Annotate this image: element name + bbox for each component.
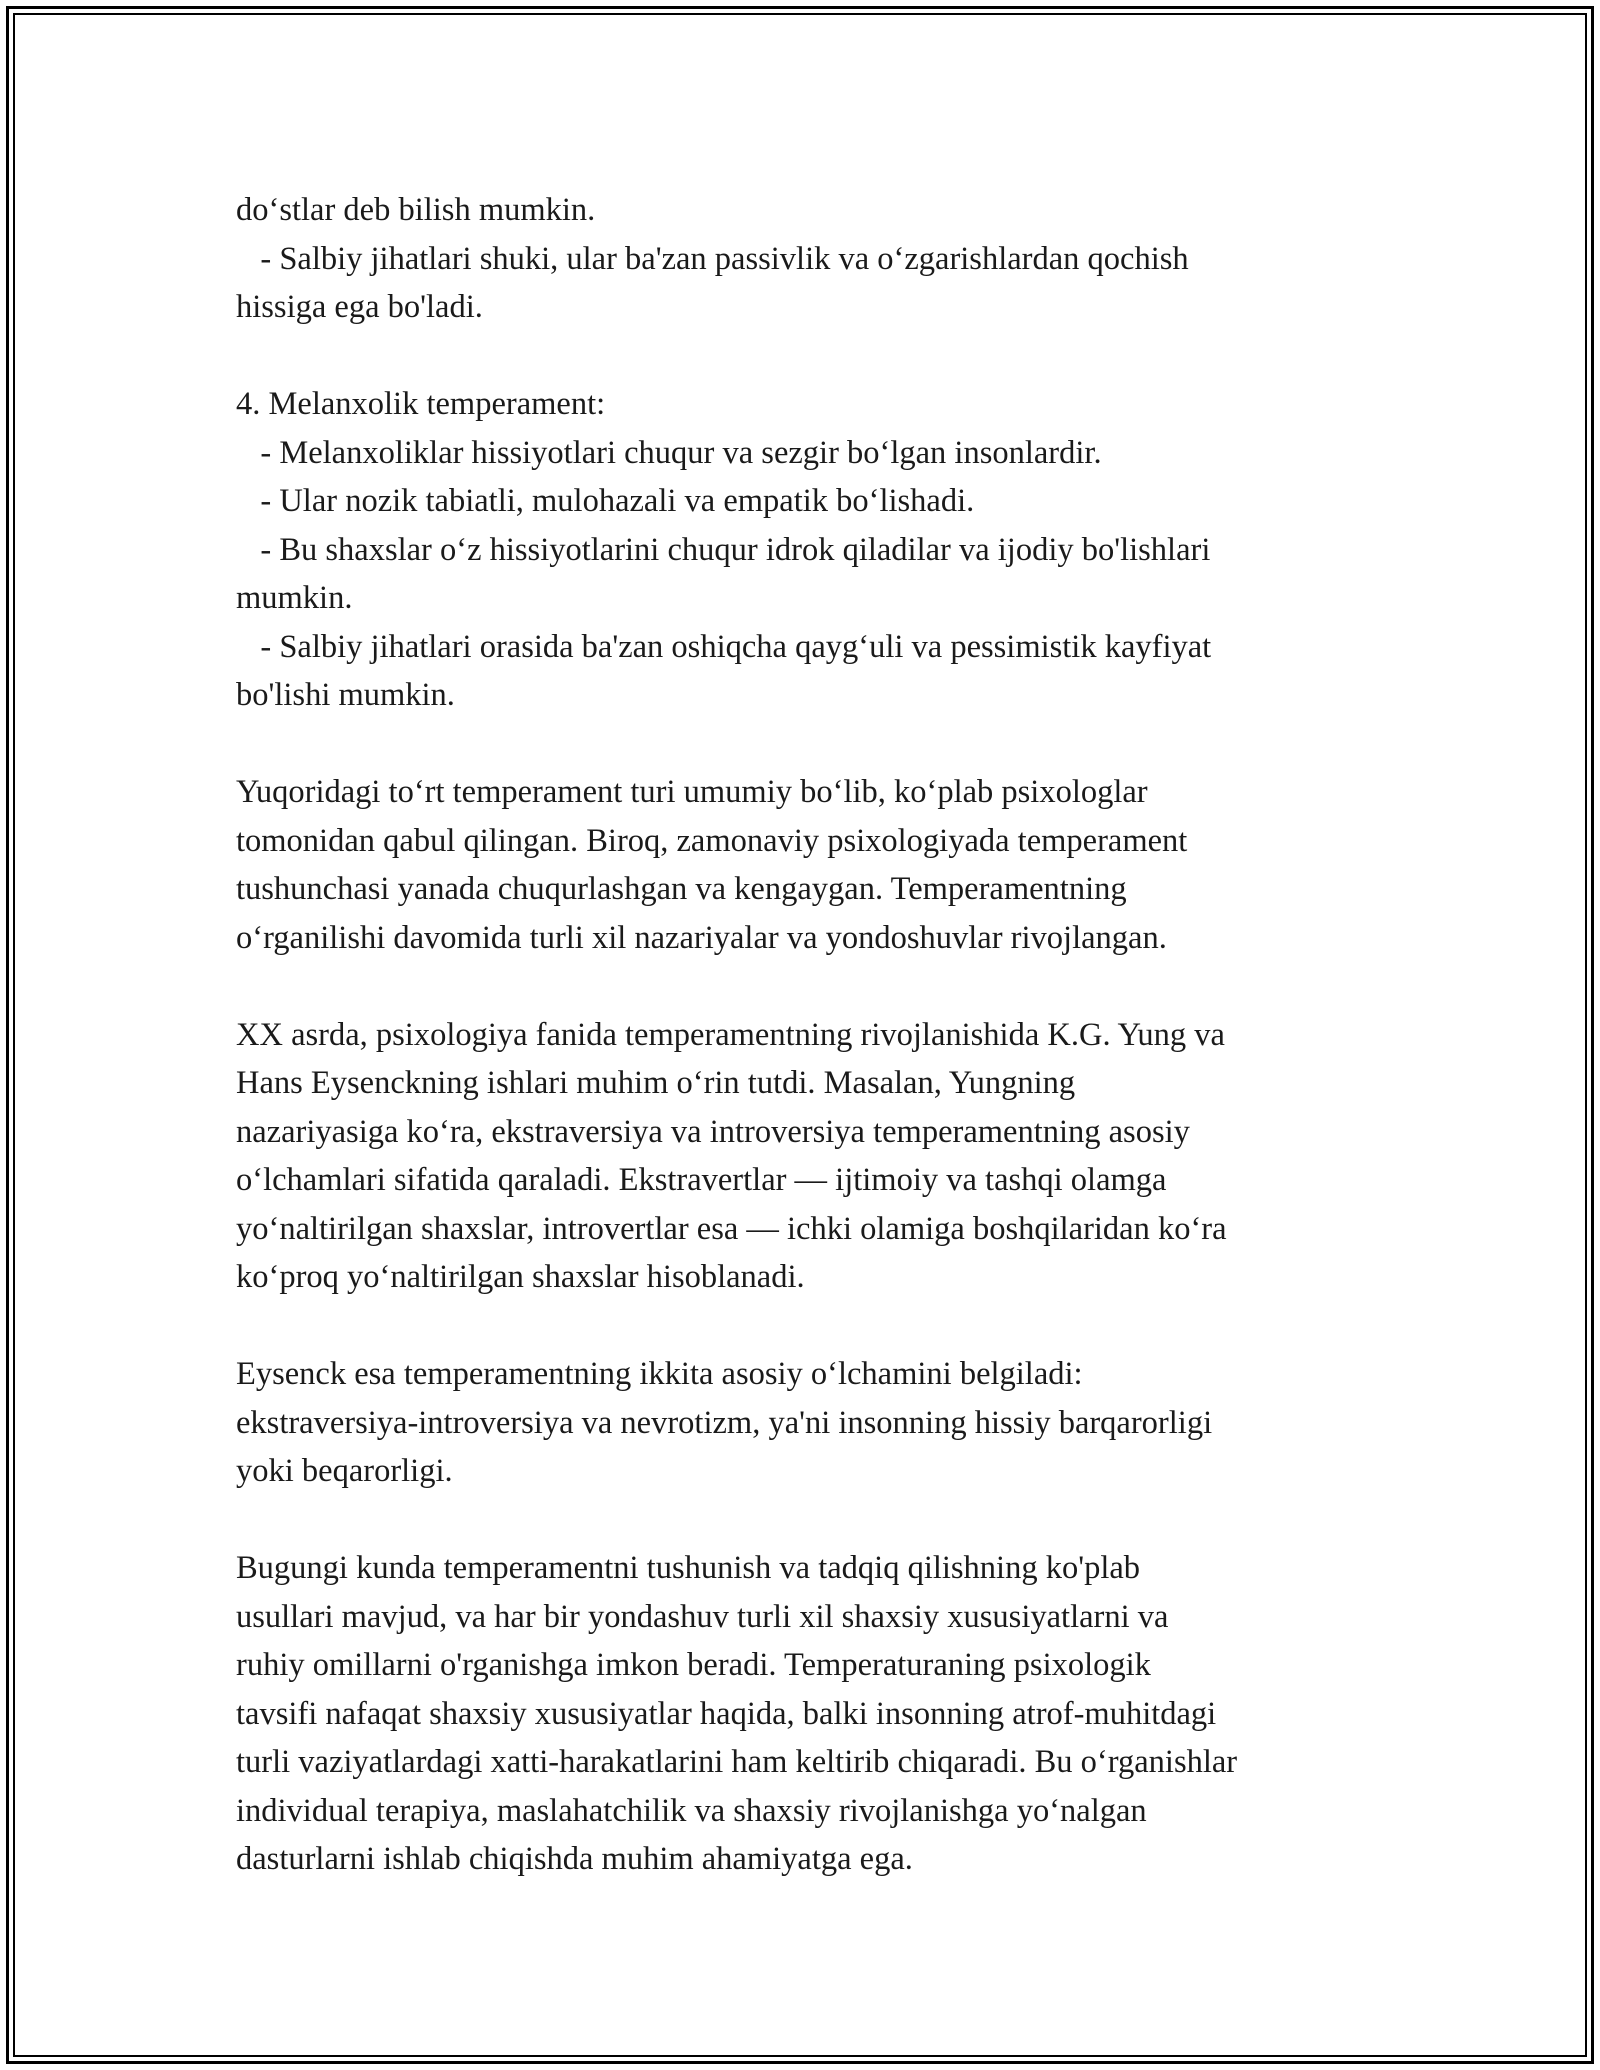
text-line: ko‘proq yo‘naltirilgan shaxslar hisoblanadi. (236, 1259, 805, 1295)
text-line: nazariyasiga ko‘ra, ekstraversiya va introversiya temperamentning asosiy (236, 1113, 1190, 1150)
text-line: - Melanxoliklar hissiyotlari chuqur va sezgir bo‘lgan insonlardir. (236, 434, 1102, 471)
text-line: usullari mavjud, va har bir yondashuv turli xil shaxsiy xususiyatlarni va (236, 1598, 1169, 1635)
text-line: - Salbiy jihatlari orasida ba'zan oshiqcha qayg‘uli va pessimistik kayfiyat (236, 628, 1212, 665)
text-line: bo'lishi mumkin. (236, 677, 455, 713)
section-heading: 4. Melanxolik temperament: (236, 386, 606, 422)
text-line: hissiga ega bo'ladi. (236, 289, 483, 325)
paragraph-gap (236, 332, 1376, 381)
paragraph-gap (236, 1496, 1376, 1545)
text-line: ekstraversiya-introversiya va nevrotizm, ya'ni insonning hissiy barqarorligi (236, 1404, 1213, 1441)
text-line: o‘rganilishi davomida turli xil nazariyalar va yondoshuvlar rivojlangan. (236, 919, 1167, 956)
text-line: Bugungi kunda temperamentni tushunish va tadqiq qilishning ko'plab (236, 1550, 1141, 1586)
document-body (236, 186, 1376, 1884)
text-line: XX asrda, psixologiya fanida temperamentning rivojlanishida K.G. Yung va (236, 1016, 1225, 1053)
paragraph-gap (236, 962, 1376, 1011)
text-block-melancholic (236, 380, 1376, 720)
text-line: tushunchasi yanada chuqurlashgan va kengaygan. Temperamentning (236, 871, 1127, 907)
text-line: dasturlarni ishlab chiqishda muhim ahamiyatga ega. (236, 1841, 913, 1877)
text-line: yoki beqarorligi. (236, 1453, 453, 1489)
text-line: do‘stlar deb bilish mumkin. (236, 192, 596, 228)
paragraph-xx-century (236, 1011, 1376, 1302)
paragraph-gap (236, 1302, 1376, 1351)
text-line: tavsifi nafaqat shaxsiy xususiyatlar haqida, balki insonning atrof-muhitdagi (236, 1695, 1217, 1732)
text-line: turli vaziyatlardagi xatti-harakatlarini ham keltirib chiqaradi. Bu o‘rganishlar (236, 1744, 1238, 1780)
paragraph-four-types (236, 768, 1376, 962)
text-line: ruhiy omillarni o'rganishga imkon beradi. Temperaturaning psixologik (236, 1647, 1151, 1683)
text-line: o‘lchamlari sifatida qaraladi. Ekstravertlar — ijtimoiy va tashqi olamga (236, 1162, 1167, 1198)
text-line: Hans Eysenckning ishlari muhim o‘rin tutdi. Masalan, Yungning (236, 1065, 1076, 1101)
text-line: individual terapiya, maslahatchilik va shaxsiy rivojlanishga yo‘nalgan (236, 1792, 1147, 1829)
paragraph-eysenck (236, 1350, 1376, 1496)
paragraph-gap (236, 720, 1376, 769)
text-line: - Salbiy jihatlari shuki, ular ba'zan passivlik va o‘zgarishlardan qochish (236, 240, 1189, 277)
text-line: - Bu shaxslar o‘z hissiyotlarini chuqur idrok qiladilar va ijodiy bo'lishlari (236, 531, 1211, 568)
paragraph-today (236, 1544, 1376, 1884)
text-line: mumkin. (236, 580, 353, 616)
text-line: tomonidan qabul qilingan. Biroq, zamonaviy psixologiyada temperament (236, 822, 1188, 859)
text-line: Eysenck esa temperamentning ikkita asosiy o‘lchamini belgiladi: (236, 1356, 1083, 1392)
text-block-phlegmatic-tail (236, 186, 1376, 332)
text-line: Yuqoridagi to‘rt temperament turi umumiy bo‘lib, ko‘plab psixologlar (236, 774, 1148, 810)
text-line: yo‘naltirilgan shaxslar, introvertlar esa — ichki olamiga boshqilaridan ko‘ra (236, 1210, 1227, 1247)
text-line: - Ular nozik tabiatli, mulohazali va empatik bo‘lishadi. (236, 483, 975, 519)
